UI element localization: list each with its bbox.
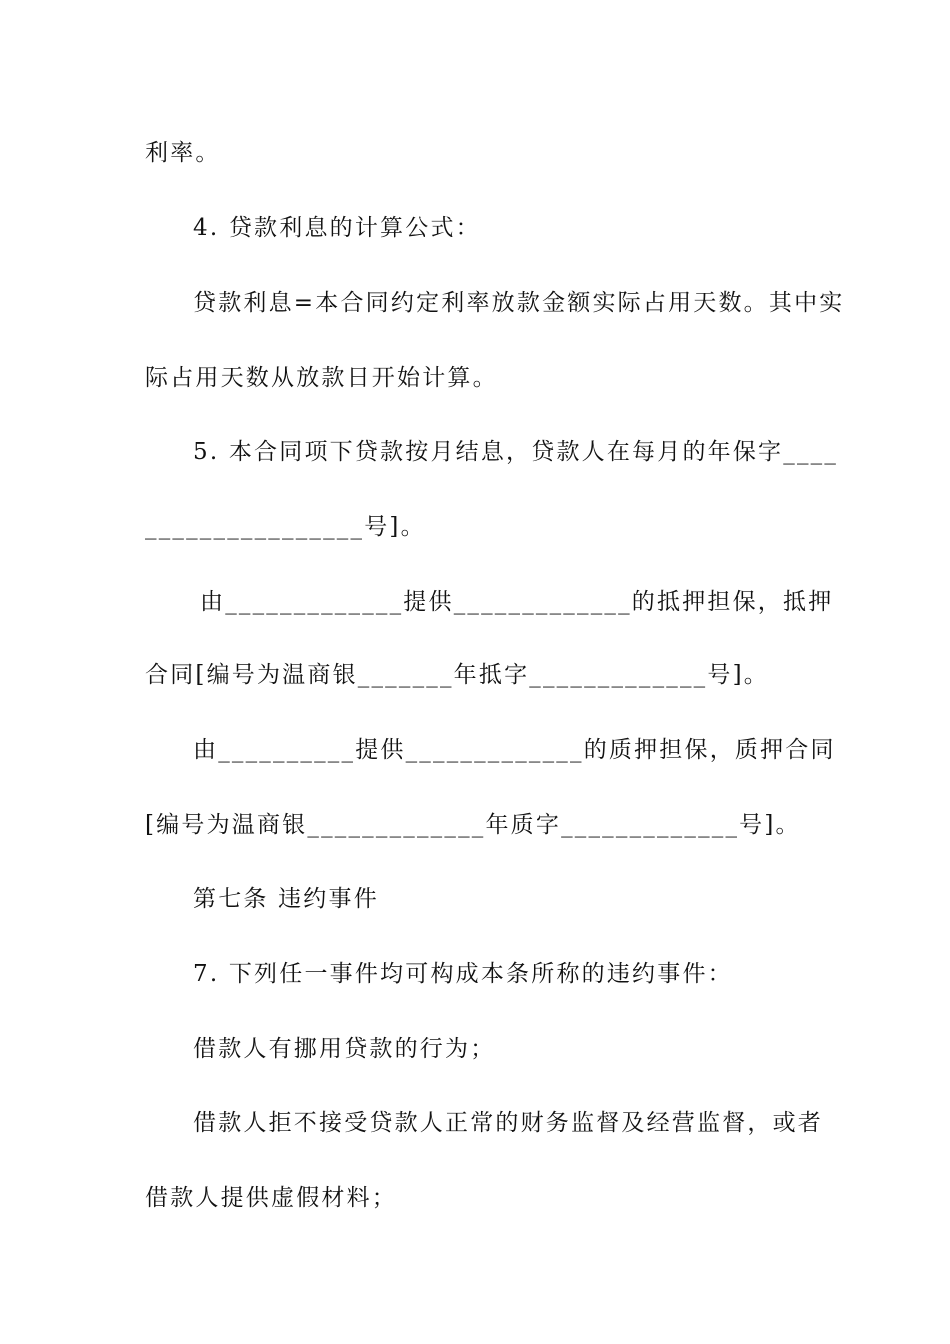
paragraph-line: [编号为温商银_____________年质字_____________号]。	[145, 812, 801, 838]
paragraph-line: 贷款利息=本合同约定利率放款金额实际占用天数。其中实	[193, 290, 845, 316]
paragraph-line: 际占用天数从放款日开始计算。	[145, 365, 498, 391]
paragraph-line: 利率。	[145, 140, 221, 166]
paragraph-line: 借款人有挪用贷款的行为；	[193, 1036, 496, 1062]
paragraph-line: 由_____________提供_____________的抵押担保，抵押	[200, 589, 834, 615]
article-heading: 第七条 违约事件	[193, 886, 379, 912]
clause-heading: 4. 贷款利息的计算公式：	[193, 215, 481, 241]
paragraph-line: 合同[编号为温商银_______年抵字_____________号]。	[145, 662, 769, 688]
clause-heading: 7. 下列任一事件均可构成本条所称的违约事件：	[193, 961, 733, 987]
paragraph-line: 由__________提供_____________的质押担保，质押合同	[193, 737, 836, 763]
paragraph-line: 借款人拒不接受贷款人正常的财务监督及经营监督，或者	[193, 1110, 823, 1136]
clause-heading: 5. 本合同项下贷款按月结息，贷款人在每月的年保字____	[193, 439, 839, 465]
paragraph-line: 借款人提供虚假材料；	[145, 1185, 397, 1211]
paragraph-line: ________________号]。	[145, 514, 426, 540]
